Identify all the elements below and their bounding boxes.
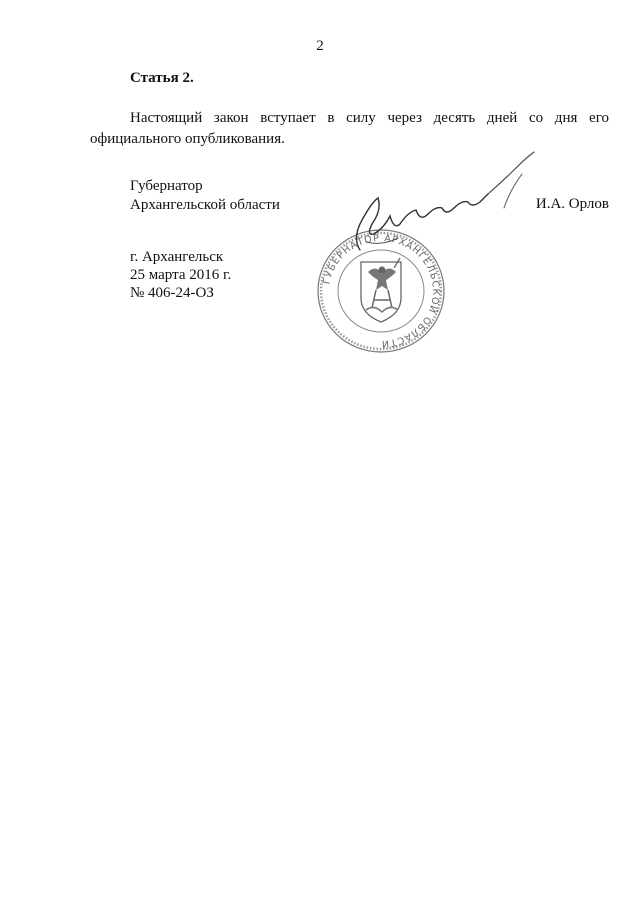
- article-text-line-2: официального опубликования.: [90, 131, 285, 147]
- law-number: № 406-24-ОЗ: [130, 285, 214, 301]
- signatory-title-line-1: Губернатор: [130, 178, 203, 194]
- signatory-title: [130, 177, 280, 215]
- issue-details: [130, 248, 231, 302]
- issue-date: 25 марта 2016 г.: [130, 267, 232, 283]
- signatory-name: И.А. Орлов: [535, 196, 609, 212]
- article-heading: Статья 2.: [130, 70, 194, 86]
- signature-graphic: [338, 150, 548, 260]
- handwritten-signature: [338, 150, 548, 260]
- article-text-line-1: Настоящий закон вступает в силу через десять дней со дня его: [130, 110, 609, 126]
- issue-city: г. Архангельск: [130, 249, 224, 265]
- seal-ring-text: ГУБЕРНАТОР АРХАНГЕЛЬСКОЙ ОБЛАСТИ: [321, 232, 442, 350]
- article-body: [90, 108, 609, 150]
- signatory-title-line-2: Архангельской области: [130, 197, 280, 213]
- page-number: 2: [316, 38, 324, 54]
